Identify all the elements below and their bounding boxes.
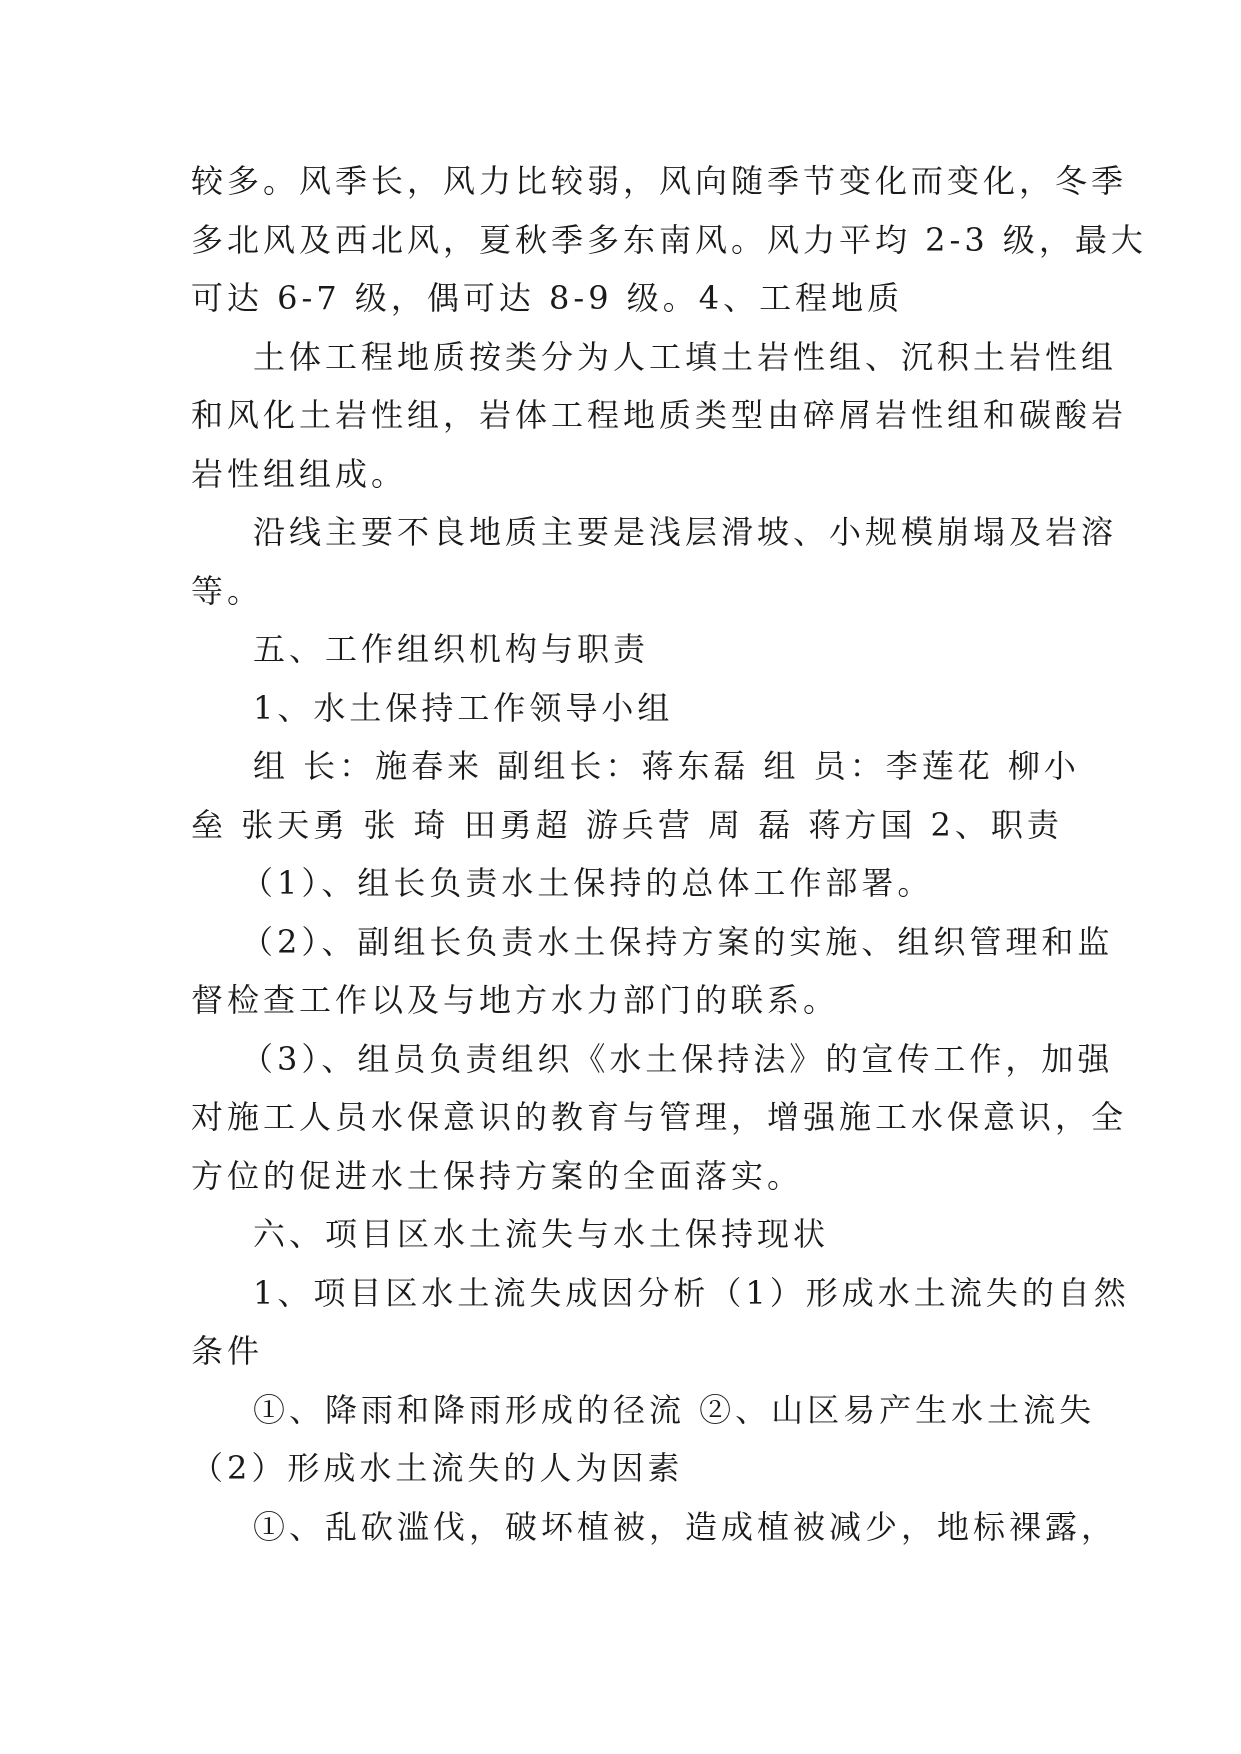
section-heading: 六、项目区水土流失与水土保持现状 (253, 1215, 830, 1253)
paragraph-line: 督检查工作以及与地方水力部门的联系。 (191, 981, 840, 1019)
list-item: （1）、组长负责水土保持的总体工作部署。 (241, 864, 934, 902)
paragraph-line: 垒 张天勇 张 琦 田勇超 游兵营 周 磊 蒋方国 2、职责 (191, 805, 1063, 844)
paragraph-line: 方位的促进水土保持方案的全面落实。 (191, 1156, 804, 1195)
paragraph-line: 对施工人员水保意识的教育与管理，增强施工水保意识，全 (191, 1098, 1128, 1136)
paragraph-line: 沿线主要不良地质主要是浅层滑坡、小规模崩塌及岩溶 (253, 513, 1118, 551)
list-item: （3）、组员负责组织《水土保持法》的宣传工作，加强 (241, 1039, 1114, 1078)
paragraph-line: 等。 (191, 571, 264, 610)
paragraph-line: 可达 6-7 级，偶可达 8-9 级。4、工程地质 (191, 279, 904, 317)
paragraph-line: 和风化土岩性组，岩体工程地质类型由碎屑岩性组和碳酸岩 (191, 396, 1128, 434)
paragraph-line: 岩性组组成。 (191, 454, 408, 493)
list-item: ①、降雨和降雨形成的径流 ②、山区易产生水土流失 (253, 1390, 1096, 1429)
paragraph-line: 较多。风季长，风力比较弱，风向随季节变化而变化，冬季 (191, 162, 1128, 200)
paragraph-line: 条件 (191, 1332, 264, 1370)
section-heading: 五、工作组织机构与职责 (253, 630, 650, 668)
document-body (191, 152, 1147, 1556)
paragraph-line: 土体工程地质按类分为人工填土岩性组、沉积土岩性组 (253, 337, 1118, 376)
subsection-heading: 1、项目区水土流失成因分析（1）形成水土流失的自然 (253, 1273, 1130, 1312)
paragraph-line: 多北风及西北风，夏秋季多东南风。风力平均 2-3 级，最大 (191, 220, 1147, 259)
list-item: ①、乱砍滥伐，破坏植被，造成植被减少，地标裸露， (253, 1507, 1118, 1546)
list-item: （2）、副组长负责水土保持方案的实施、组织管理和监 (241, 922, 1114, 961)
paragraph-line: 组 长：施春来 副组长：蒋东磊 组 员：李莲花 柳小 (253, 747, 1080, 785)
list-item: （2）形成水土流失的人为因素 (191, 1449, 684, 1487)
subsection-heading: 1、水土保持工作领导小组 (253, 688, 674, 727)
